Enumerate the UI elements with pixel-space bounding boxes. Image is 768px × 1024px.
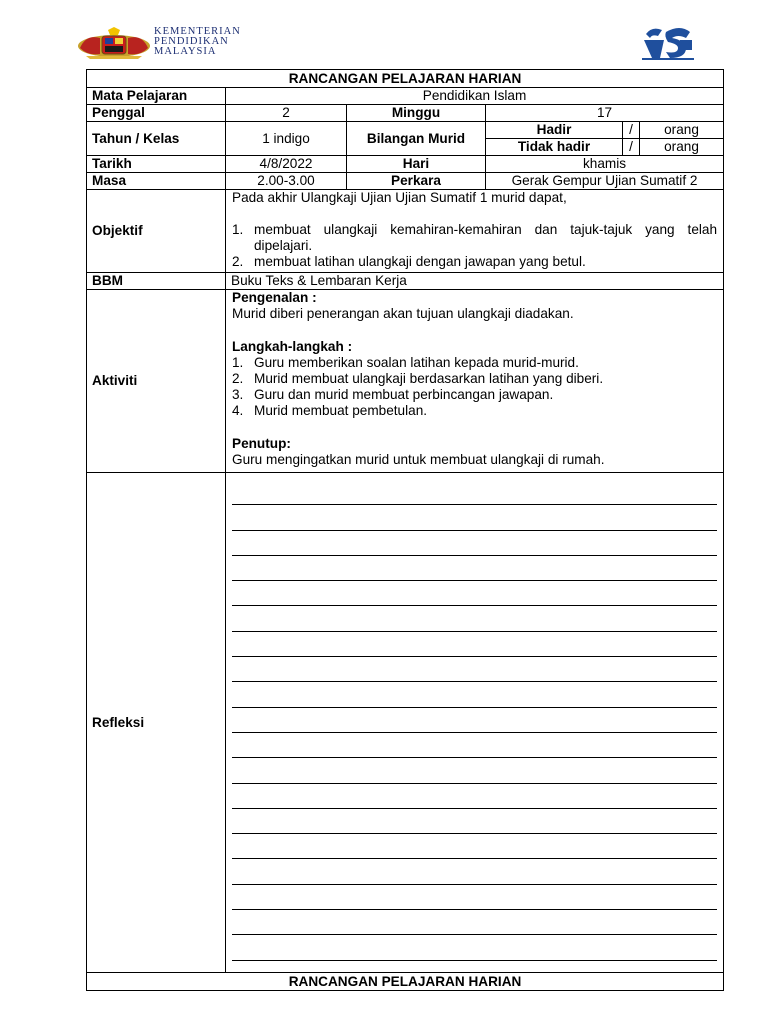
- ts25-logo-icon: [640, 24, 696, 62]
- activity-content: [226, 290, 724, 473]
- reflection-blank-line[interactable]: [232, 814, 717, 839]
- step-number: 2.: [232, 371, 244, 386]
- steps-list: [232, 355, 717, 419]
- step-text: Guru dan murid membuat perbincangan jawapan.: [254, 387, 554, 402]
- objective-item: [232, 222, 717, 254]
- step-text: Guru memberikan soalan latihan kepada murid-murid.: [254, 355, 579, 370]
- week-value: 17: [486, 105, 724, 122]
- objective-number: 2.: [232, 254, 244, 269]
- present-unit: orang: [640, 122, 724, 139]
- reflection-blank-line[interactable]: [232, 561, 717, 586]
- ministry-logo: [72, 24, 282, 64]
- reflection-blank-line[interactable]: [232, 713, 717, 738]
- intro-text: Murid diberi penerangan akan tujuan ulangkaji diadakan.: [232, 306, 574, 321]
- students-label: Bilangan Murid: [347, 122, 486, 156]
- date-label: Tarikh: [87, 156, 226, 173]
- day-label: Hari: [347, 156, 486, 173]
- step-number: 1.: [232, 355, 244, 370]
- objective-text: membuat latihan ulangkaji dengan jawapan yang betul.: [254, 254, 586, 269]
- absent-unit: orang: [640, 139, 724, 156]
- objective-number: 1.: [232, 222, 244, 237]
- reflection-row: [87, 473, 724, 973]
- reflection-blank-line[interactable]: [232, 839, 717, 864]
- time-row: [87, 173, 724, 190]
- term-value: 2: [226, 105, 347, 122]
- present-slash: /: [623, 122, 640, 139]
- activity-label: Aktiviti: [87, 290, 226, 473]
- reflection-blank-line[interactable]: [232, 890, 717, 915]
- intro-heading: Pengenalan :: [232, 290, 317, 305]
- reflection-blank-line[interactable]: [232, 915, 717, 940]
- class-value: 1 indigo: [226, 122, 347, 156]
- title-row: [87, 70, 724, 88]
- jata-negara-crest-icon: [76, 26, 152, 60]
- date-row: [87, 156, 724, 173]
- date-value: 4/8/2022: [226, 156, 347, 173]
- ministry-name: [154, 27, 241, 57]
- step-item: [232, 387, 717, 403]
- objective-text: membuat ulangkaji kemahiran-kemahiran dan tajuk-tajuk yang telah dipelajari.: [254, 222, 718, 253]
- reflection-blank-line[interactable]: [232, 789, 717, 814]
- ministry-line-1: KEMENTERIAN: [154, 26, 241, 37]
- reflection-blank-line[interactable]: [232, 611, 717, 636]
- reflection-blank-line[interactable]: [232, 536, 717, 561]
- lesson-plan-table: [86, 69, 724, 991]
- present-label: Hadir: [486, 122, 623, 139]
- topic-label: Perkara: [347, 173, 486, 190]
- term-row: [87, 105, 724, 122]
- objective-row: [87, 190, 724, 273]
- bbm-value: Buku Teks & Lembaran Kerja: [226, 273, 724, 290]
- reflection-blank-line[interactable]: [232, 637, 717, 662]
- footer-title-row: [87, 973, 724, 991]
- objective-item: [232, 254, 717, 270]
- reflection-blank-line[interactable]: [232, 940, 717, 965]
- objective-list: [232, 222, 717, 270]
- absent-label: Tidak hadir: [486, 139, 623, 156]
- reflection-lines[interactable]: [226, 473, 724, 973]
- reflection-label: Refleksi: [87, 473, 226, 973]
- closing-text: Guru mengingatkan murid untuk membuat ulangkaji di rumah.: [232, 452, 605, 467]
- week-label: Minggu: [347, 105, 486, 122]
- step-item: [232, 371, 717, 387]
- absent-slash: /: [623, 139, 640, 156]
- steps-heading: Langkah-langkah :: [232, 339, 353, 354]
- objective-intro: Pada akhir Ulangkaji Ujian Ujian Sumatif 1 murid dapat,: [232, 190, 567, 205]
- step-number: 3.: [232, 387, 244, 402]
- reflection-blank-line[interactable]: [232, 510, 717, 535]
- activity-row: [87, 290, 724, 473]
- form-title: RANCANGAN PELAJARAN HARIAN: [87, 70, 724, 88]
- ministry-line-3: MALAYSIA: [154, 46, 217, 57]
- step-text: Murid membuat pembetulan.: [254, 403, 428, 418]
- step-number: 4.: [232, 403, 244, 418]
- subject-value: Pendidikan Islam: [226, 88, 724, 105]
- topic-value: Gerak Gempur Ujian Sumatif 2: [486, 173, 724, 190]
- class-label: Tahun / Kelas: [87, 122, 226, 156]
- time-label: Masa: [87, 173, 226, 190]
- reflection-blank-line[interactable]: [232, 864, 717, 889]
- reflection-blank-line[interactable]: [232, 485, 717, 510]
- subject-label: Mata Pelajaran: [87, 88, 226, 105]
- step-item: [232, 403, 717, 419]
- reflection-blank-line[interactable]: [232, 763, 717, 788]
- bbm-label: BBM: [87, 273, 226, 290]
- subject-row: [87, 88, 724, 105]
- day-value: khamis: [486, 156, 724, 173]
- term-label: Penggal: [87, 105, 226, 122]
- objective-label: Objektif: [87, 190, 226, 273]
- reflection-blank-line[interactable]: [232, 738, 717, 763]
- step-text: Murid membuat ulangkaji berdasarkan latihan yang diberi.: [254, 371, 604, 386]
- time-value: 2.00-3.00: [226, 173, 347, 190]
- step-item: [232, 355, 717, 371]
- objective-content: [226, 190, 724, 273]
- class-row-present: [87, 122, 724, 139]
- reflection-blank-line[interactable]: [232, 662, 717, 687]
- reflection-blank-line[interactable]: [232, 586, 717, 611]
- closing-heading: Penutup:: [232, 436, 291, 451]
- footer-title: RANCANGAN PELAJARAN HARIAN: [87, 973, 724, 991]
- bbm-row: [87, 273, 724, 290]
- reflection-blank-line[interactable]: [232, 687, 717, 712]
- ministry-line-2: PENDIDIKAN: [154, 36, 229, 47]
